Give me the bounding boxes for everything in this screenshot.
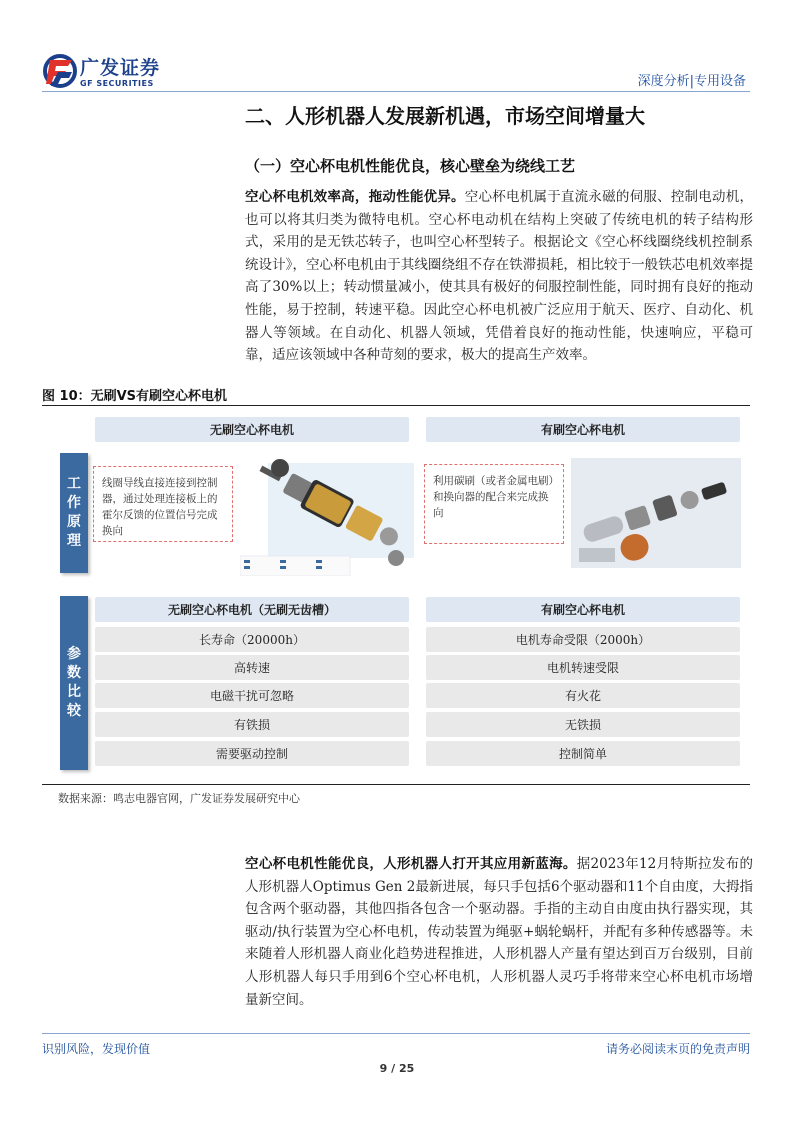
logo-text-cn: 广发证券 (80, 57, 161, 79)
column-header-brushless: 无刷空心杯电机 (95, 417, 409, 442)
subsection-title: （一）空心杯电机性能优良，核心壁垒为绕线工艺 (245, 157, 576, 175)
comparison-cell: 电机寿命受限（2000h） (426, 627, 740, 652)
brushed-motor-image (571, 458, 741, 568)
column-header-brushed: 有刷空心杯电机 (426, 417, 740, 442)
comparison-cell: 电机转速受限 (426, 655, 740, 680)
figure-bottom-rule (42, 784, 750, 785)
figure-source: 数据来源：鸣志电器官网，广发证券发展研究中心 (58, 792, 300, 805)
comparison-cell: 无铁损 (426, 712, 740, 737)
header-divider (42, 91, 750, 92)
comparison-cell: 有火花 (426, 683, 740, 708)
paragraph-1-lead: 空心杯电机效率高，拖动性能优异。 (245, 189, 465, 205)
paragraph-2-body: 据2023年12月特斯拉发布的人形机器人Optimus Gen 2最新进展，每只手包括6个驱动器和11个自由度，大拇指包含两个驱动器，其他四指各包含一个驱动器。手指的主动自由度由执行器实现，其驱动/执行装置为空心杯电机，传动装置为绳驱+蜗轮蜗杆，并配有多种传感器等。未来随着人形机器人商业化趋势进程推进，人形机器人产量有望达到百万台级别，目前人形机器人每只手用到6个空心杯电机，人形机器人灵巧手将带来空心杯电机市场增量新空间。 (245, 856, 753, 1008)
figure-title: 图 10：无刷VS有刷空心杯电机 (42, 389, 228, 404)
brushless-motor-exploded-illustration (240, 448, 414, 576)
comparison-header-brushed: 有刷空心杯电机 (426, 597, 740, 622)
comparison-cell: 控制简单 (426, 741, 740, 766)
footer-disclaimer-link: 请务必阅读末页的免责声明 (605, 1042, 750, 1056)
gf-logo-icon (42, 52, 78, 90)
section-title: 二、人形机器人发展新机遇，市场空间增量大 (245, 104, 645, 128)
paragraph-1-body: 空心杯电机属于直流永磁的伺服、控制电动机，也可以将其归类为微特电机。空心杯电动机在结构上突破了传统电机的转子结构形式，采用的是无铁芯转子，也叫空心杯型转子。根据论文《空心杯线圈绕线机控制系统设计》，空心杯电机由于其线圈绕组不存在铁滞损耗，相比较于一般铁芯电机效率提高了30%以上；转动惯量减小，使其具有极好的伺服控制性能，同时拥有良好的拖动性能，易于控制，转速平稳。因此空心杯电机被广泛应用于航天、医疗、自动化、机器人等领域。在自动化、机器人领域，凭借着良好的拖动性能，快速响应，平稳可靠，适应该领域中各种苛刻的要求，极大的提高生产效率。 (245, 189, 754, 364)
paragraph-2 (245, 853, 753, 1011)
figure-top-rule (42, 405, 750, 406)
brushless-principle-note: 线圈导线直接连接到控制器，通过处理连接板上的霍尔反馈的位置信号完成换向 (93, 466, 233, 542)
side-label-parameter-comparison: 参 数 比 较 (60, 596, 88, 770)
report-category: 深度分析|专用设备 (637, 74, 746, 89)
footer-slogan: 识别风险，发现价值 (42, 1042, 151, 1056)
comparison-cell: 长寿命（20000h） (95, 627, 409, 652)
brushed-motor-exploded-illustration (571, 458, 741, 568)
company-logo (42, 52, 172, 92)
comparison-cell: 高转速 (95, 655, 409, 680)
comparison-cell: 需要驱动控制 (95, 741, 409, 766)
page-number: 9 / 25 (379, 1062, 415, 1075)
paragraph-2-lead: 空心杯电机性能优良，人形机器人打开其应用新蓝海。 (245, 856, 577, 872)
brushless-motor-image (240, 448, 414, 576)
logo-text-en: GF SECURITIES (80, 79, 154, 88)
comparison-cell: 有铁损 (95, 712, 409, 737)
paragraph-1 (245, 186, 753, 367)
comparison-header-brushless: 无刷空心杯电机（无刷无齿槽） (95, 597, 409, 622)
side-label-working-principle: 工 作 原 理 (60, 453, 88, 573)
footer-divider (42, 1033, 750, 1034)
comparison-cell: 电磁干扰可忽略 (95, 683, 409, 708)
brushed-principle-note: 利用碳刷（或者金属电刷）和换向器的配合来完成换向 (424, 464, 564, 544)
